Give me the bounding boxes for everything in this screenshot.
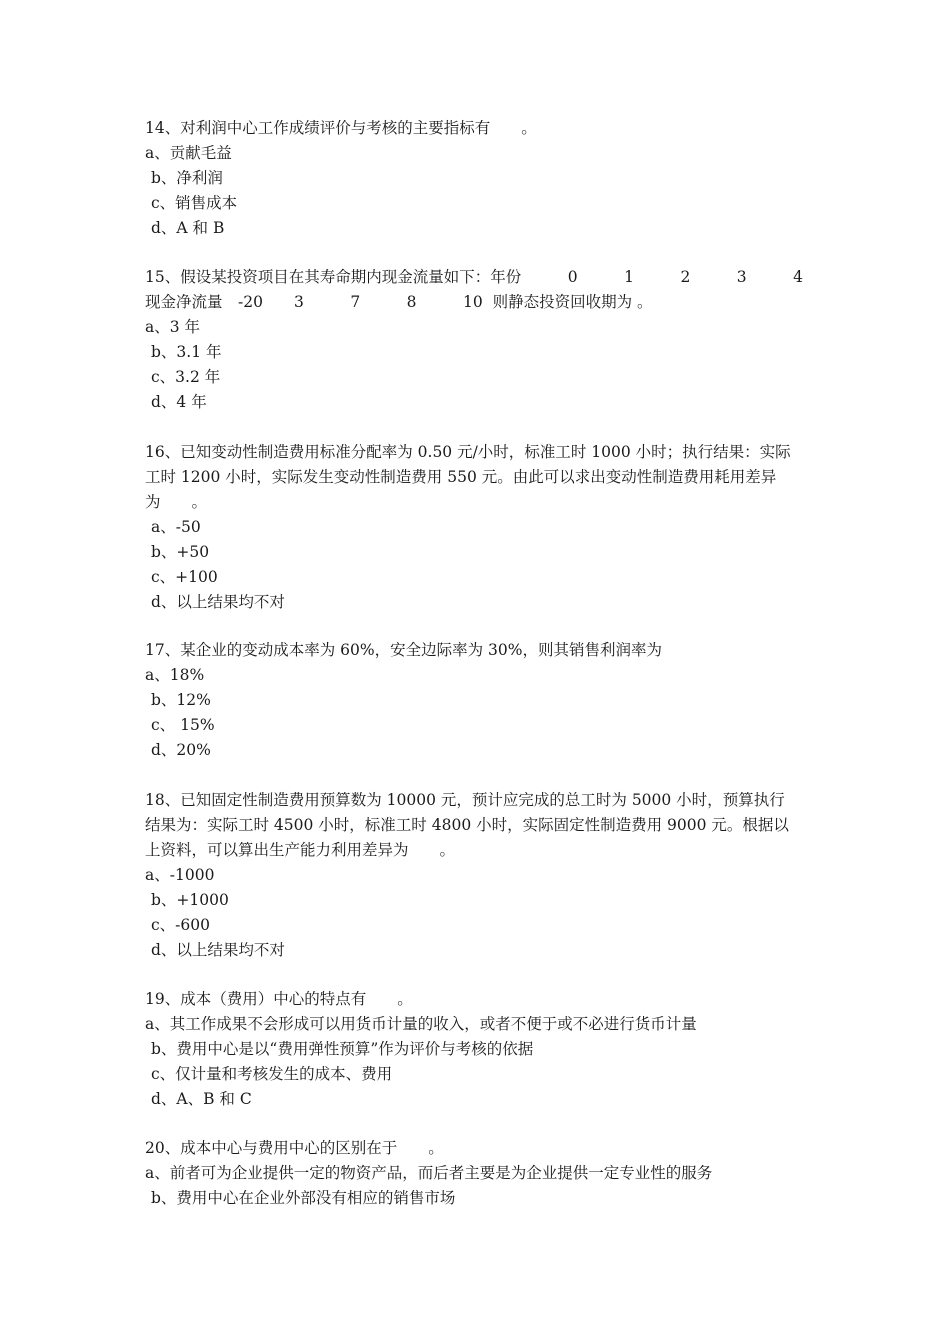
option-c: c、+100 [151,568,218,586]
option-b: b、费用中心是以“费用弹性预算”作为评价与考核的依据 [151,1040,534,1058]
question-stem: 15、假设某投资项目在其寿命期内现金流量如下：年份 0 1 2 3 4 [145,268,804,286]
option-b: b、净利润 [151,169,223,187]
question-stem: 20、成本中心与费用中心的区别在于 。 [145,1139,444,1157]
option-d: d、A、B 和 C [151,1090,252,1108]
option-c: c、-600 [151,916,211,934]
question-stem: 17、某企业的变动成本率为 60%，安全边际率为 30%，则其销售利润率为 [145,641,662,659]
option-a: a、3 年 [145,318,201,336]
option-b: b、+50 [151,543,210,561]
option-c: c、 15% [151,716,215,734]
option-b: b、费用中心在企业外部没有相应的销售市场 [151,1189,456,1207]
question-15 [145,265,810,415]
option-d: d、4 年 [151,393,207,411]
option-a: a、前者可为企业提供一定的物资产品，而后者主要是为企业提供一定专业性的服务 [145,1164,713,1182]
question-stem: 18、已知固定性制造费用预算数为 10000 元，预计应完成的总工时为 5000 小时，预算执行 [145,791,785,809]
question-stem: 16、已知变动性制造费用标准分配率为 0.50 元/小时，标准工时 1000 小时；执行结果：实际 [145,443,791,461]
question-stem: 19、成本（费用）中心的特点有 。 [145,990,413,1008]
option-d: d、以上结果均不对 [151,941,285,959]
option-a: a、贡献毛益 [145,144,232,162]
question-stem: 上资料，可以算出生产能力利用差异为 。 [145,841,456,859]
question-stem: 工时 1200 小时，实际发生变动性制造费用 550 元。由此可以求出变动性制造费用耗用差异 [145,468,777,486]
question-stem: 结果为：实际工时 4500 小时，标准工时 4800 小时，实际固定性制造费用 9000 元。根据以 [145,816,789,834]
option-b: b、12% [151,691,211,709]
question-18 [145,788,810,963]
question-stem: 14、对利润中心工作成绩评价与考核的主要指标有 。 [145,119,537,137]
option-a: a、其工作成果不会形成可以用货币计量的收入，或者不便于或不必进行货币计量 [145,1015,697,1033]
question-14 [145,116,810,241]
option-b: b、+1000 [151,891,229,909]
option-c: c、销售成本 [151,194,238,212]
question-stem: 现金净流量 -20 3 7 8 10 则静态投资回收期为 。 [145,293,653,311]
option-d: d、以上结果均不对 [151,593,285,611]
question-20 [145,1136,810,1211]
option-d: d、20% [151,741,211,759]
question-19 [145,987,810,1112]
option-a: a、18% [145,666,205,684]
option-c: c、仅计量和考核发生的成本、费用 [151,1065,393,1083]
option-d: d、A 和 B [151,219,225,237]
option-b: b、3.1 年 [151,343,222,361]
question-17 [145,638,810,763]
option-c: c、3.2 年 [151,368,221,386]
option-a: a、-1000 [145,866,215,884]
question-16 [145,440,810,615]
option-a: a、-50 [151,518,201,536]
question-stem: 为 。 [145,493,208,511]
